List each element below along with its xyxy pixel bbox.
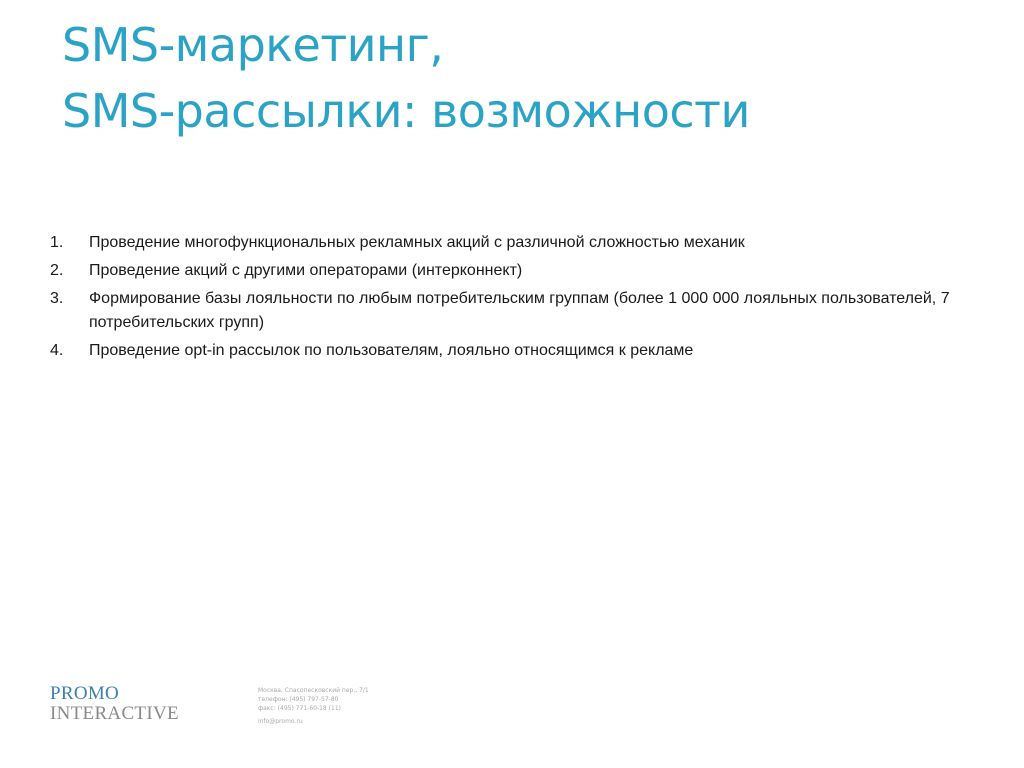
contact-fax: факс: (495) 771-60-18 (11) (258, 705, 341, 712)
list-item-number: 2. (50, 262, 64, 279)
list-item-text: Проведение opt-in рассылок по пользователям, лояльно относящимся к рекламе (89, 342, 694, 359)
list-item-number: 1. (50, 234, 64, 251)
slide-title-line-2: SMS-рассылки: возможности (62, 84, 750, 138)
contact-phone: телефон: (495) 797-57-80 (258, 696, 339, 703)
logo-line-interactive: INTERACTIVE (50, 703, 179, 724)
slide-title-line-1: SMS-маркетинг, (62, 18, 444, 72)
list-item-number: 3. (50, 290, 64, 307)
list-item (50, 259, 950, 283)
features-list (50, 231, 950, 367)
list-item (50, 231, 950, 255)
contact-info (258, 686, 369, 726)
contact-email: info@promo.ru (258, 718, 303, 725)
slide-title (62, 12, 750, 144)
logo-line-promo: PROMO (50, 683, 120, 704)
list-item-text: Формирование базы лояльности по любым потребительским группам (более 1 000 000 лояльных пользователей, 7 потребительских групп) (89, 290, 950, 331)
list-item (50, 287, 950, 335)
contact-address: Москва, Спасопесковский пер., 7/1 (258, 687, 369, 694)
company-logo (50, 684, 179, 724)
list-item-text: Проведение акций с другими операторами (интерконнект) (89, 262, 523, 279)
list-item (50, 339, 950, 363)
list-item-text: Проведение многофункциональных рекламных акций с различной сложностью механик (89, 234, 745, 251)
list-item-number: 4. (50, 342, 64, 359)
